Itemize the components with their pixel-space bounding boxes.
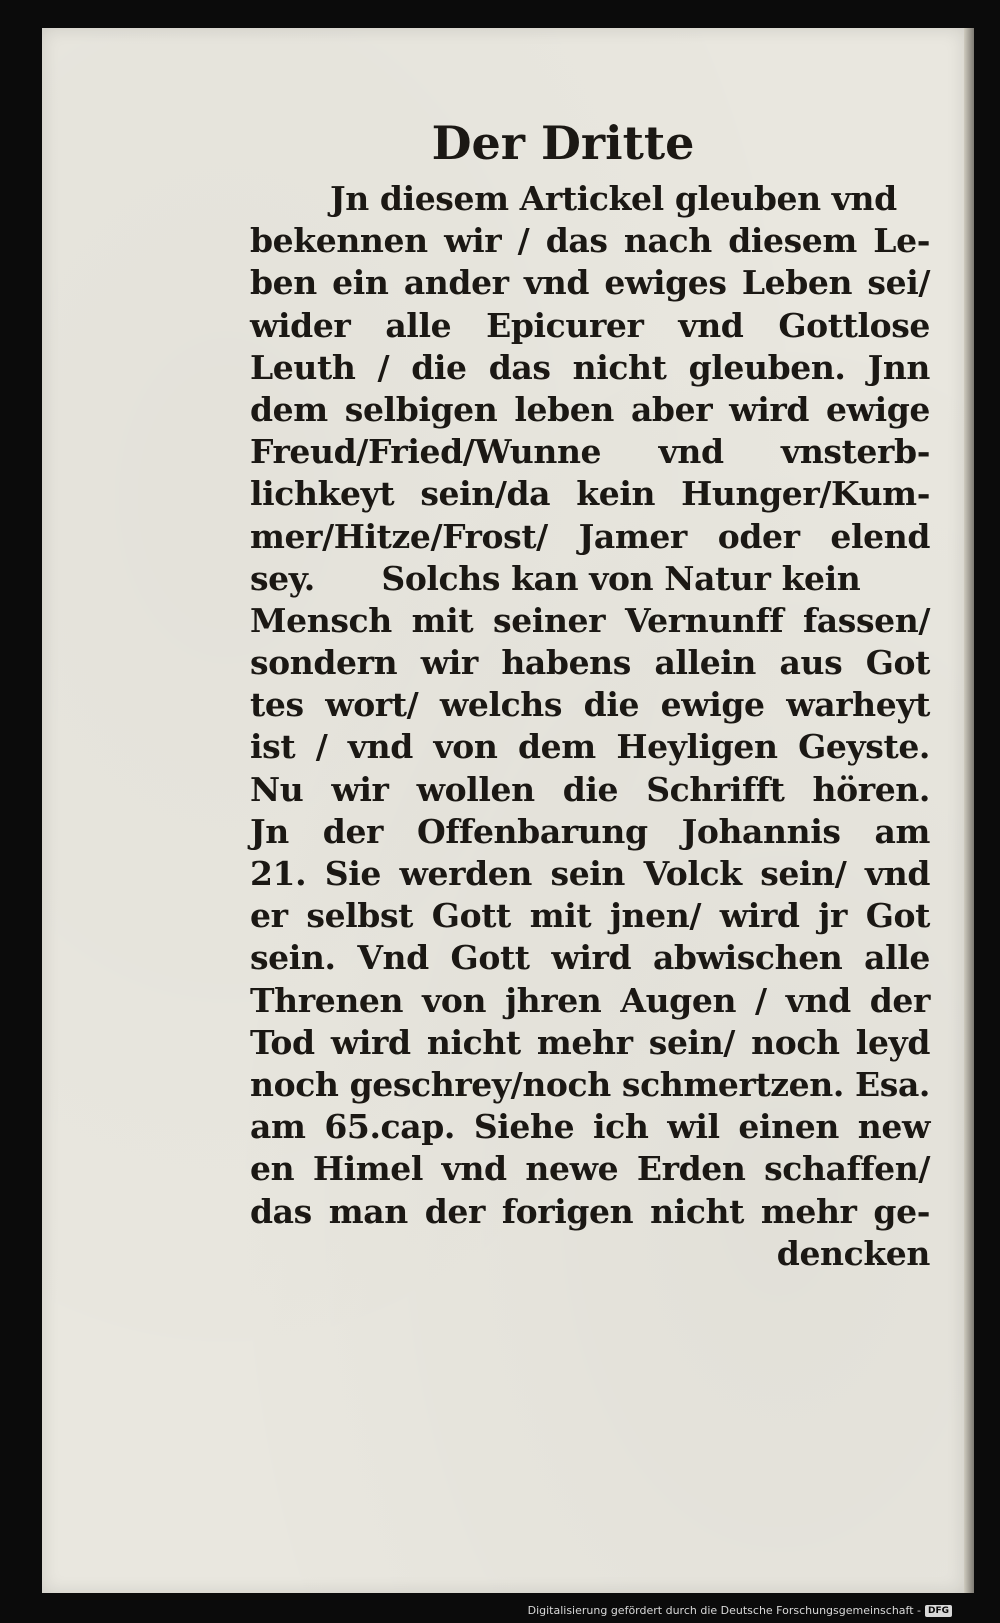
text-line: wider alle Epicurer vnd Gottlose <box>250 305 930 345</box>
book-page <box>42 28 964 1593</box>
text-line: 21. Sie werden sein Volck sein/ vnd <box>250 854 930 893</box>
text-line: sondern wir habens allein aus Got <box>250 643 930 683</box>
text-line: mer/Hitze/Frost/ Jamer oder elend <box>250 516 930 556</box>
text-line: Tod wird nicht mehr sein/ noch leyd <box>250 1022 930 1062</box>
text-line: Freud/Fried/Wunne vnd vnsterb- <box>250 432 930 472</box>
dfg-logo-icon: DFG <box>925 1605 952 1617</box>
text-line: am 65.cap. Siehe ich wil einen new <box>250 1107 930 1147</box>
text-line: sey. Solchs kan von Natur kein <box>250 558 861 598</box>
credit-text: Digitalisierung gefördert durch die Deutsche Forschungsgemeinschaft - <box>527 1604 921 1617</box>
text-line: Jn der Offenbarung Johannis am <box>250 811 930 851</box>
text-line: ben ein ander vnd ewiges Leben sei/ <box>250 263 930 303</box>
text-line: noch geschrey/noch schmertzen. Esa. <box>250 1064 931 1104</box>
text-line: Threnen von jhren Augen / vnd der <box>250 980 930 1020</box>
text-line: ist / vnd von dem Heyligen Geyste. <box>250 727 930 767</box>
text-line: lichkeyt sein/da kein Hunger/Kum- <box>250 474 930 514</box>
text-line: en Himel vnd newe Erden schaffen/ <box>250 1149 930 1189</box>
text-line: Nu wir wollen die Schrifft hören. <box>250 769 930 809</box>
text-line: sein. Vnd Gott wird abwischen alle <box>250 938 930 978</box>
catchword: dencken <box>776 1233 930 1273</box>
text-line: bekennen wir / das nach diesem Le- <box>250 221 930 261</box>
text-line: tes wort/ welchs die ewige warheyt <box>250 685 930 725</box>
text-line: dem selbigen leben aber wird ewige <box>250 389 930 429</box>
digitization-credit <box>528 1604 952 1617</box>
text-line: er selbst Gott mit jnen/ wird jr Got <box>250 896 930 936</box>
body-text <box>250 178 930 1275</box>
text-line: Jn diesem Artickel gleuben vnd <box>330 179 897 218</box>
text-line: das man der forigen nicht mehr ge- <box>250 1191 930 1231</box>
running-header: Der Dritte <box>431 116 695 170</box>
page-edge <box>964 28 974 1593</box>
text-line: Leuth / die das nicht gleuben. Jnn <box>250 347 930 387</box>
text-line: Mensch mit seiner Vernunff fassen/ <box>250 600 930 640</box>
